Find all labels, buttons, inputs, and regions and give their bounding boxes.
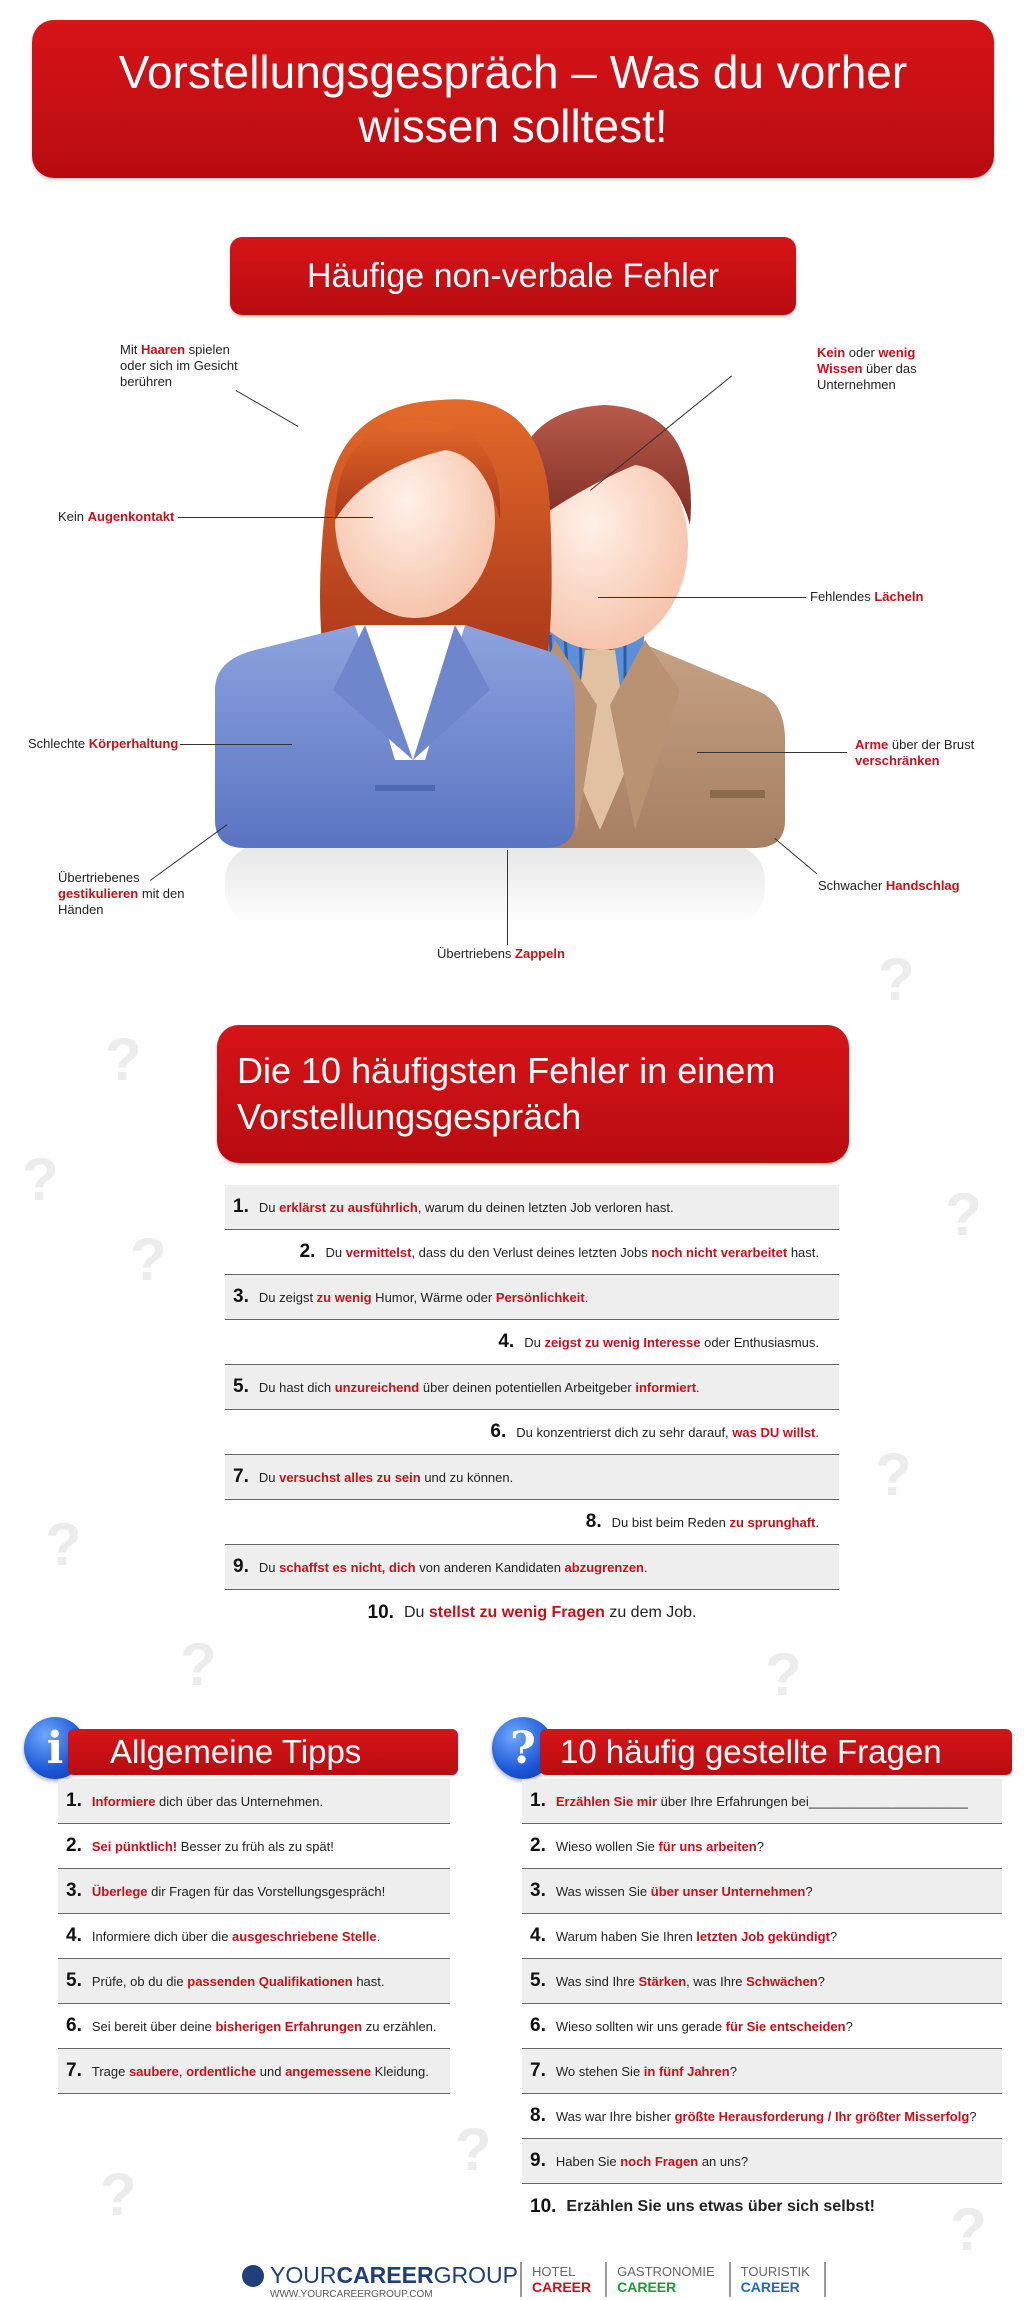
question-item — [522, 2184, 1002, 2229]
item-text: Prüfe, ob du die passenden Qualifikationen hast. — [91, 1973, 385, 1989]
item-number: 9. — [530, 2150, 546, 2171]
question-item — [522, 1824, 1002, 1869]
top10-item — [225, 1275, 839, 1320]
tip-item — [58, 1959, 450, 2004]
item-number: 2. — [299, 1241, 316, 1262]
label-eye-contact: Kein Augenkontakt — [58, 509, 175, 524]
question-mark-icon: ? — [875, 1441, 912, 1508]
item-text: Was sind Ihre Stärken, was Ihre Schwächen? — [555, 1973, 825, 1989]
callout-line — [598, 597, 806, 598]
item-text: Du zeigst zu wenig Interesse oder Enthusiasmus. — [524, 1334, 819, 1350]
item-number: 2. — [66, 1835, 82, 1856]
nonverbal-title: Häufige non-verbale Fehler — [230, 237, 796, 315]
subbrand-touristik: TOURISTIK CAREER — [729, 2262, 826, 2297]
item-text: Du zeigst zu wenig Humor, Wärme oder Persönlichkeit. — [258, 1289, 589, 1305]
subbrand-hotel: HOTEL CAREER — [520, 2262, 605, 2297]
top10-item — [225, 1185, 839, 1230]
item-text: Du hast dich unzureichend über deinen potentiellen Arbeitgeber informiert. — [258, 1379, 700, 1395]
item-number: 5. — [66, 1970, 82, 1991]
callout-line — [697, 752, 847, 753]
tips-title: Allgemeine Tipps — [68, 1729, 458, 1775]
top10-item — [225, 1410, 839, 1455]
callout-line — [180, 744, 292, 745]
interview-people-illustration — [215, 360, 795, 920]
callout-line — [507, 850, 508, 945]
question-item — [522, 1914, 1002, 1959]
item-text: Erzählen Sie mir über Ihre Erfahrungen bei______________________ — [555, 1793, 968, 1809]
question-mark-icon: ? — [950, 2196, 987, 2263]
question-mark-icon: ? — [22, 1146, 59, 1213]
label-gesture: Übertriebenes gestikulieren mit den Händen — [58, 870, 185, 917]
item-number: 7. — [233, 1466, 249, 1487]
label-smile: Fehlendes Lächeln — [810, 589, 924, 604]
question-mark-icon: ? — [180, 1631, 217, 1698]
page-title — [32, 20, 994, 178]
item-text: Was wissen Sie über unser Unternehmen? — [555, 1883, 813, 1899]
top10-item — [225, 1365, 839, 1410]
item-number: 1. — [233, 1196, 249, 1217]
item-text: Du schaffst es nicht, dich von anderen Kandidaten abzugrenzen. — [258, 1559, 648, 1575]
item-number: 4. — [498, 1331, 515, 1352]
item-number: 10. — [367, 1601, 394, 1623]
label-arms: Arme über der Brust verschränken — [855, 737, 975, 768]
question-icon: ? — [492, 1717, 554, 1779]
item-number: 7. — [530, 2060, 546, 2081]
question-item — [522, 1779, 1002, 1824]
item-text: Du bist beim Reden zu sprunghaft. — [611, 1514, 819, 1530]
top10-title: Die 10 häufigsten Fehler in einem Vorstellungsgespräch — [217, 1025, 849, 1163]
item-text: Wo stehen Sie in fünf Jahren? — [555, 2063, 737, 2079]
label-handshake: Schwacher Handschlag — [818, 878, 960, 893]
item-number: 10. — [530, 2195, 557, 2217]
top10-item — [225, 1230, 839, 1275]
question-mark-icon: ? — [130, 1226, 167, 1293]
question-mark-icon: ? — [105, 1026, 142, 1093]
label-fidget: Übertriebens Zappeln — [437, 946, 565, 961]
item-number: 5. — [530, 1970, 546, 1991]
question-item — [522, 1959, 1002, 2004]
item-text: Du versuchst alles zu sein und zu können. — [258, 1469, 514, 1485]
questions-title: 10 häufig gestellte Fragen — [540, 1729, 1012, 1775]
item-text: Du konzentrierst dich zu sehr darauf, was DU willst. — [516, 1424, 819, 1440]
item-text: Wieso sollten wir uns gerade für Sie entscheiden? — [555, 2018, 853, 2034]
item-text: Sei bereit über deine bisherigen Erfahrungen zu erzählen. — [91, 2018, 437, 2034]
item-number: 4. — [530, 1925, 546, 1946]
tip-item — [58, 1869, 450, 1914]
footer-subbrands — [520, 2262, 826, 2297]
item-text: Überlege dir Fragen für das Vorstellungsgespräch! — [91, 1883, 386, 1899]
item-text: Warum haben Sie Ihren letzten Job gekündigt? — [555, 1928, 838, 1944]
tip-item — [58, 2004, 450, 2049]
item-number: 6. — [490, 1421, 507, 1442]
question-item — [522, 2049, 1002, 2094]
item-text: Informiere dich über das Unternehmen. — [91, 1793, 324, 1809]
tip-item — [58, 1824, 450, 1869]
item-text: Informiere dich über die ausgeschriebene Stelle. — [91, 1928, 381, 1944]
item-number: 9. — [233, 1556, 249, 1577]
label-posture: Schlechte Körperhaltung — [28, 736, 179, 751]
item-number: 8. — [585, 1511, 602, 1532]
callout-line — [178, 517, 373, 518]
question-mark-icon: ? — [945, 1181, 982, 1248]
item-text: Wieso wollen Sie für uns arbeiten? — [555, 1838, 764, 1854]
item-number: 3. — [66, 1880, 82, 1901]
tip-item — [58, 1779, 450, 1824]
brand-logo-icon — [242, 2265, 264, 2287]
item-number: 3. — [530, 1880, 546, 1901]
item-number: 1. — [530, 1790, 546, 1811]
question-item — [522, 2139, 1002, 2184]
subbrand-gastronomie: GASTRONOMIE CAREER — [605, 2262, 729, 2297]
page-title-line2: wissen solltest! — [358, 100, 668, 152]
item-text: Sei pünktlich! Besser zu früh als zu spät! — [91, 1838, 334, 1854]
question-item — [522, 1869, 1002, 1914]
question-mark-icon: ? — [100, 2161, 137, 2228]
footer-brand: YOUR CAREER GROUP WWW.YOURCAREERGROUP.COM — [242, 2262, 518, 2300]
item-number: 8. — [530, 2105, 546, 2126]
item-number: 6. — [66, 2015, 82, 2036]
item-text: Du vermittelst, dass du den Verlust deines letzten Jobs noch nicht verarbeitet hast. — [325, 1244, 819, 1260]
question-mark-icon: ? — [45, 1511, 82, 1578]
question-mark-icon: ? — [765, 1641, 802, 1708]
page-title-line1: Vorstellungsgespräch – Was du vorher — [118, 46, 908, 98]
top10-item — [225, 1455, 839, 1500]
item-text: Du stellst zu wenig Fragen zu dem Job. — [403, 1603, 697, 1621]
item-number: 5. — [233, 1376, 249, 1397]
top10-item — [225, 1500, 839, 1545]
label-knowledge: Kein oder wenig Wissen über das Unternehmen — [817, 345, 917, 392]
item-number: 1. — [66, 1790, 82, 1811]
item-text: Erzählen Sie uns etwas über sich selbst! — [566, 2197, 875, 2215]
item-text: Haben Sie noch Fragen an uns? — [555, 2153, 749, 2169]
item-text: Du erklärst zu ausführlich, warum du deinen letzten Job verloren hast. — [258, 1199, 674, 1215]
question-item — [522, 2004, 1002, 2049]
item-number: 7. — [66, 2060, 82, 2081]
top10-item — [225, 1545, 839, 1590]
info-icon: i — [24, 1717, 86, 1779]
item-number: 2. — [530, 1835, 546, 1856]
item-number: 4. — [66, 1925, 82, 1946]
question-mark-icon: ? — [878, 946, 915, 1013]
question-mark-icon: ? — [455, 2116, 492, 2183]
top10-item — [225, 1320, 839, 1365]
item-text: Was war Ihre bisher größte Herausforderung / Ihr größter Misserfolg? — [555, 2108, 977, 2124]
tip-item — [58, 2049, 450, 2094]
question-item — [522, 2094, 1002, 2139]
item-number: 3. — [233, 1286, 249, 1307]
top10-item — [225, 1590, 839, 1635]
label-hair: Mit Haaren spielen oder sich im Gesicht berühren — [120, 342, 238, 389]
item-text: Trage saubere, ordentliche und angemessene Kleidung. — [91, 2063, 429, 2079]
tip-item — [58, 1914, 450, 1959]
footer-url: WWW.YOURCAREERGROUP.COM — [270, 2289, 433, 2300]
item-number: 6. — [530, 2015, 546, 2036]
